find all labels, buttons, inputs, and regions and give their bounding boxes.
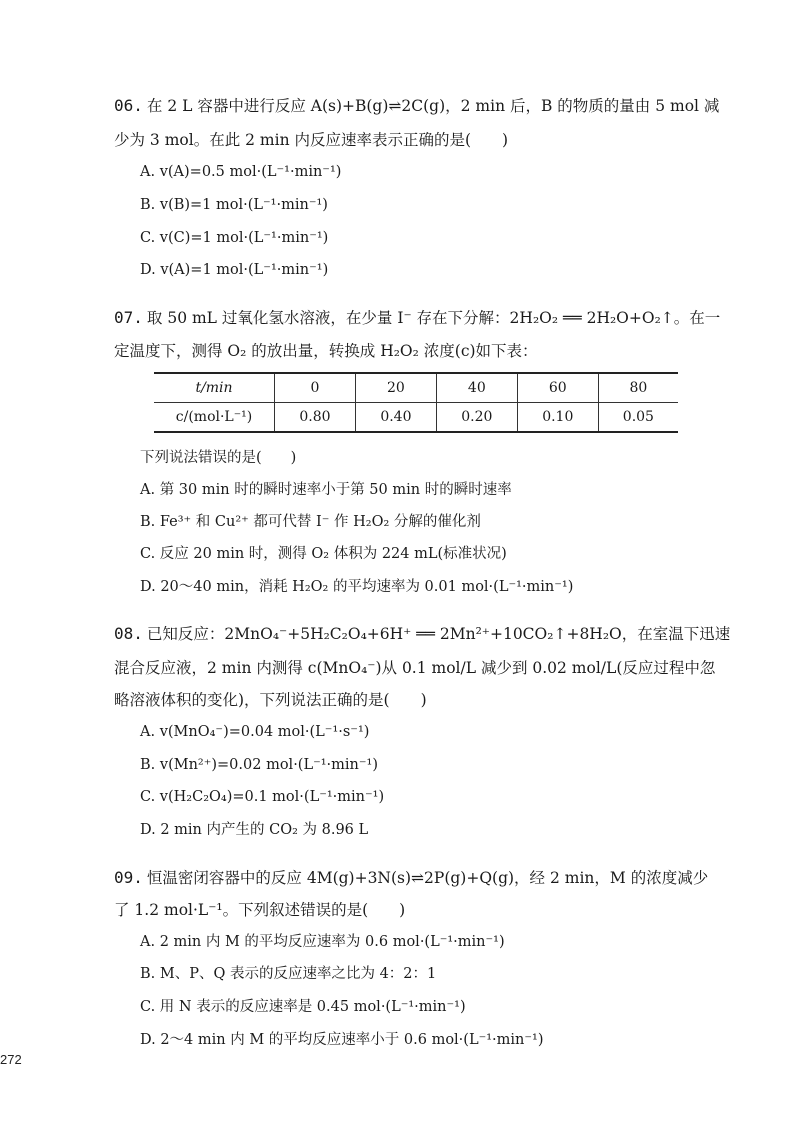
- question-08-option-b: B. v(Mn²⁺)=0.02 mol·(L⁻¹·min⁻¹): [140, 757, 379, 773]
- question-09-number: 09.: [114, 868, 143, 887]
- table-cell: 0.05: [598, 403, 678, 433]
- table-header-cell: 80: [598, 373, 678, 403]
- question-07-option-b: B. Fe³⁺ 和 Cu²⁺ 都可代替 I⁻ 作 H₂O₂ 分解的催化剂: [140, 514, 481, 530]
- question-06-option-c: C. v(C)=1 mol·(L⁻¹·min⁻¹): [140, 230, 329, 246]
- question-06-option-a: A. v(A)=0.5 mol·(L⁻¹·min⁻¹): [140, 164, 342, 180]
- question-07-option-d: D. 20～40 min，消耗 H₂O₂ 的平均速率为 0.01 mol·(L⁻¹·min⁻¹): [140, 579, 574, 595]
- question-08-stem-line-3: 略溶液体积的变化)，下列说法正确的是( ): [114, 691, 427, 709]
- table-header-cell: 40: [436, 373, 517, 403]
- question-09-option-b: B. M、P、Q 表示的反应速率之比为 4：2：1: [140, 966, 437, 982]
- question-09-option-d: D. 2～4 min 内 M 的平均反应速率小于 0.6 mol·(L⁻¹·min⁻¹): [140, 1032, 544, 1048]
- table-cell: 0.10: [517, 403, 598, 433]
- table-row: [154, 403, 678, 433]
- table-header-cell: 60: [517, 373, 598, 403]
- table-header-cell: 20: [355, 373, 436, 403]
- question-09-option-a: A. 2 min 内 M 的平均反应速率为 0.6 mol·(L⁻¹·min⁻¹): [140, 934, 505, 950]
- question-07-stem-line-1: 07. 取 50 mL 过氧化氢水溶液，在少量 I⁻ 存在下分解：2H₂O₂ ══ 2H₂O+O₂↑。在一: [114, 308, 721, 327]
- question-09-stem-line-1: 09. 恒温密闭容器中的反应 4M(g)+3N(s)⇌2P(g)+Q(g)，经 2 min，M 的浓度减少: [114, 868, 709, 887]
- question-07-option-c: C. 反应 20 min 时，测得 O₂ 体积为 224 mL(标准状况): [140, 546, 507, 562]
- question-07-number: 07.: [114, 308, 143, 327]
- question-08-option-a: A. v(MnO₄⁻)=0.04 mol·(L⁻¹·s⁻¹): [140, 724, 370, 740]
- question-09-option-c: C. 用 N 表示的反应速率是 0.45 mol·(L⁻¹·min⁻¹): [140, 999, 466, 1015]
- question-08-number: 08.: [114, 624, 143, 643]
- table-header-cell: t/min: [154, 373, 275, 403]
- table-cell: 0.20: [436, 403, 517, 433]
- question-06-option-b: B. v(B)=1 mol·(L⁻¹·min⁻¹): [140, 197, 328, 213]
- question-08-option-d: D. 2 min 内产生的 CO₂ 为 8.96 L: [140, 822, 369, 838]
- table-cell: 0.80: [275, 403, 356, 433]
- question-08-stem-line-1: 08. 已知反应：2MnO₄⁻+5H₂C₂O₄+6H⁺ ══ 2Mn²⁺+10CO₂↑+8H₂O，在室温下迅速: [114, 624, 731, 643]
- question-08-option-c: C. v(H₂C₂O₄)=0.1 mol·(L⁻¹·min⁻¹): [140, 789, 385, 805]
- concentration-table: [154, 372, 678, 433]
- table-header-row: [154, 373, 678, 403]
- question-06-number: 06.: [114, 96, 143, 115]
- question-07-option-a: A. 第 30 min 时的瞬时速率小于第 50 min 时的瞬时速率: [140, 482, 512, 498]
- page-number: 272: [0, 1052, 22, 1067]
- table-cell: 0.40: [355, 403, 436, 433]
- question-07-prompt: 下列说法错误的是( ): [140, 450, 297, 466]
- question-06-stem-line-2: 少为 3 mol。在此 2 min 内反应速率表示正确的是( ): [114, 131, 509, 149]
- question-06-stem-line-1: 06. 在 2 L 容器中进行反应 A(s)+B(g)⇌2C(g)，2 min 后，B 的物质的量由 5 mol 减: [114, 96, 720, 115]
- question-07-stem-line-2: 定温度下，测得 O₂ 的放出量，转换成 H₂O₂ 浓度(c)如下表：: [114, 342, 538, 360]
- table-cell: c/(mol·L⁻¹): [154, 403, 275, 433]
- question-09-stem-line-2: 了 1.2 mol·L⁻¹。下列叙述错误的是( ): [114, 901, 406, 919]
- question-06-option-d: D. v(A)=1 mol·(L⁻¹·min⁻¹): [140, 262, 329, 278]
- question-08-stem-line-2: 混合反应液，2 min 内测得 c(MnO₄⁻)从 0.1 mol/L 减少到 0.02 mol/L(反应过程中忽: [114, 659, 716, 677]
- table-header-cell: 0: [275, 373, 356, 403]
